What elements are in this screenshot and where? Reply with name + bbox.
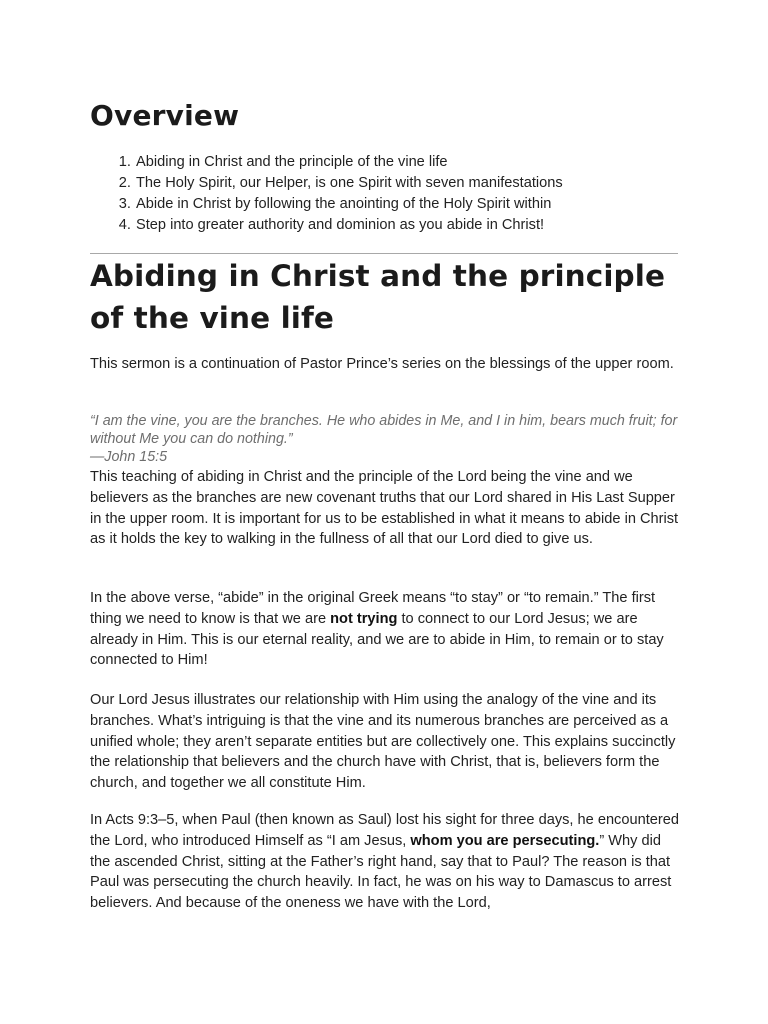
intro-paragraph: This sermon is a continuation of Pastor Prince’s series on the blessings of the upper room. [90, 356, 674, 372]
body-paragraph [90, 810, 682, 914]
overview-list [90, 152, 563, 236]
paragraph-text: In the above verse, “abide” in the original Greek means “to stay” or “to remain.” The first thing we need to know is that we are [90, 590, 656, 627]
emphasis-text: whom you are persecuting. [410, 832, 600, 849]
paragraph-text: to connect to our Lord Jesus; we are already in Him. This is our eternal reality, and we are to abide in Him, to remain or to stay connected to Him! [90, 610, 664, 669]
overview-item: 3. Abide in Christ by following the anointing of the Holy Spirit within [135, 194, 563, 215]
paragraph-text: ” Why did the ascended Christ, sitting at the Father’s right hand, say that to Paul? The reason is that Paul was persecuting the church heavily. In fact, he was on his way to Damascus to arrest believers. And because of the oneness we have with the Lord, [90, 832, 672, 912]
overview-heading: Overview [90, 99, 240, 132]
overview-item: 4. Step into greater authority and dominion as you abide in Christ! [135, 215, 563, 236]
section-heading: Abiding in Christ and the principle of the vine life [90, 259, 666, 335]
scripture-quote: “I am the vine, you are the branches. He who abides in Me, and I in him, bears much fruit; for without Me you can do nothing.” [90, 413, 678, 447]
overview-item: 1. Abiding in Christ and the principle of the vine life [135, 152, 563, 173]
body-paragraph: Our Lord Jesus illustrates our relationship with Him using the analogy of the vine and its branches. What’s intriguing is that the vine and its numerous branches are perceived as a unified whole; they aren’t separate entities but are collectively one. This explains succinctly the relationship that believers and the church have with Christ, that is, believers form the church, and together we all constitute Him. [90, 692, 676, 792]
body-paragraph: This teaching of abiding in Christ and the principle of the Lord being the vine and we believers as the branches are new covenant truths that our Lord shared in His Last Supper in the upper room. It is important for us to be established in what it means to abide in Christ as it holds the key to walking in the fullness of all that our Lord died to give us. [90, 469, 679, 548]
paragraph-text: In Acts 9:3–5, when Paul (then known as Saul) lost his sight for three days, he encountered the Lord, who introduced Himself as “I am Jesus, [90, 812, 679, 849]
body-paragraph [90, 588, 682, 671]
overview-item: 2. The Holy Spirit, our Helper, is one Spirit with seven manifestations [135, 173, 563, 194]
section-divider [90, 253, 678, 254]
scripture-reference: —John 15:5 [90, 449, 168, 465]
emphasis-text: not trying [330, 610, 398, 627]
